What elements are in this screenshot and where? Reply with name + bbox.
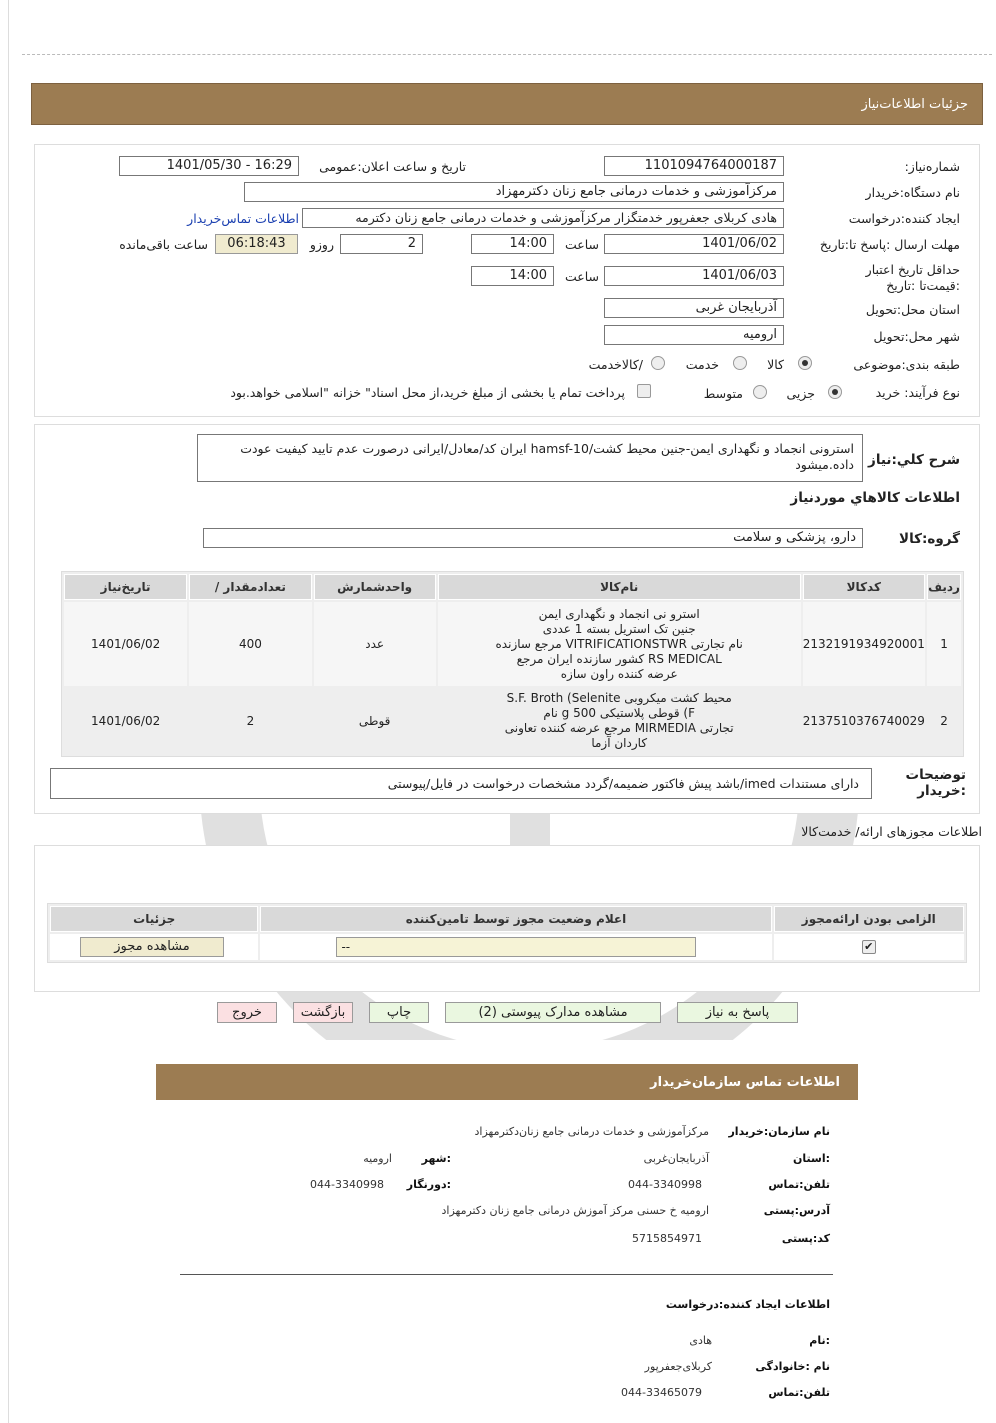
row-unit: عدد [314, 602, 436, 686]
table-row [64, 602, 961, 686]
validity-date-field: 1401/06/03 [604, 266, 784, 286]
page-left-border [8, 0, 9, 1423]
permit-status-field: -- [336, 937, 696, 957]
view-permit-button[interactable]: مشاهده مجوز [80, 937, 224, 957]
announce-label: تاریخ و ساعت اعلان:عمومی [319, 159, 466, 174]
table-row [50, 934, 964, 960]
goods-table [61, 571, 964, 757]
row-name-line: RS MEDICAL کشور سازنده ایران مرجع [516, 651, 722, 666]
details-header [31, 83, 983, 125]
contact-city-label: :شهر [421, 1152, 451, 1165]
contact-postal-value: 5715854971 [632, 1232, 702, 1245]
need-number-label: شماره‌نیاز: [904, 159, 960, 174]
row-name-line: عرضه کننده راون سازه [560, 666, 678, 681]
back-button[interactable]: بازگشت [293, 1002, 353, 1023]
header-title: جزئیات اطلاعات‌نیاز [861, 97, 968, 112]
goods-group-field: دارو، پزشکی و سلامت [203, 528, 863, 548]
permit-required-cell [774, 934, 964, 960]
contact-phone-value: 044-3340998 [628, 1178, 702, 1191]
city-label: شهر محل:تحویل [873, 329, 960, 344]
row-unit: قوطی [314, 688, 436, 754]
buyer-notes-label: توضیحات :خریدار [905, 767, 966, 799]
process-medium-label: متوسط [703, 386, 743, 401]
city-field: ارومیه [604, 325, 784, 345]
col-code: کدکالا [803, 574, 925, 600]
process-partial-radio[interactable] [828, 385, 842, 399]
reply-button[interactable]: پاسخ به نیاز [677, 1002, 798, 1023]
col-date: تاریخ‌نیاز [64, 574, 187, 600]
contact-header [156, 1064, 858, 1100]
col-qty: / تعدادمقدار [189, 574, 311, 600]
top-divider [22, 54, 992, 55]
col-unit: واحدشمارش [314, 574, 436, 600]
row-date: 1401/06/02 [64, 602, 187, 686]
row-date: 1401/06/02 [64, 688, 187, 754]
need-number-field: 1101094764000187 [604, 156, 784, 176]
validity-label: حداقل تاریخ اعتبار :قیمت‌تا :تاریخ [865, 262, 960, 293]
row-name-line: جنین تک استریل بسته 1 عددی [542, 621, 696, 636]
category-goods-radio[interactable] [798, 356, 812, 370]
row-name-line: استرو نی انجماد و نگهداری ایمن [538, 606, 700, 621]
contact-province-value: آذربایجان‌غربی [643, 1152, 709, 1165]
row-code: 2132191934920001 [803, 602, 925, 686]
validity-time-label: ساعت [564, 269, 599, 284]
row-name-line: محیط کشت میکروبی S.F. Broth (Selenite [506, 691, 732, 705]
days-label: روزو [309, 237, 334, 252]
permit-details-cell [50, 934, 258, 960]
creator-phone-value: 044-33465079 [621, 1386, 702, 1399]
province-label: استان محل:تحویل [865, 302, 960, 317]
deadline-time-label: ساعت [564, 237, 599, 252]
remaining-label: ساعت باقی‌مانده [119, 237, 208, 252]
treasury-payment-label: پرداخت تمام یا بخشی از مبلغ خرید،از محل اسناد" خزانه "اسلامی خواهد.بود [230, 385, 625, 400]
contact-city-value: ارومیه [363, 1152, 392, 1165]
goods-group-label: گروه:کالا [899, 531, 960, 547]
creator-label: ایجاد کننده:درخواست [848, 211, 960, 226]
deadline-label: مهلت ارسال :پاسخ تا:تاریخ [819, 237, 960, 252]
category-service-radio[interactable] [733, 356, 747, 370]
process-partial-label: جزیی [786, 386, 815, 401]
row-qty: 2 [189, 688, 311, 754]
permit-required-checkbox: ✔ [862, 940, 876, 954]
row-code: 2137510376740029 [803, 688, 925, 754]
contact-fax-value: 044-3340998 [310, 1178, 384, 1191]
buyer-contact-link[interactable]: اطلاعات تماس‌خریدار [187, 211, 299, 226]
category-label: طبقه بندی:موضوعی [853, 357, 960, 372]
col-name: نام‌کالا [438, 574, 801, 600]
treasury-payment-checkbox[interactable] [637, 384, 651, 398]
contact-postal-label: کد:پستی [781, 1232, 830, 1245]
permits-table [47, 903, 967, 963]
org-value: مرکزآموزشی و خدمات درمانی جامع زنان‌دکترمهزاد [474, 1125, 709, 1138]
row-index: 2 [927, 688, 961, 754]
attachments-button[interactable]: مشاهده مدارک پیوستی (2) [445, 1002, 661, 1023]
org-label: نام سازمان:خریدار [728, 1125, 830, 1138]
days-field: 2 [340, 234, 423, 254]
category-both-radio[interactable] [651, 356, 665, 370]
remaining-timer: 06:18:43 [215, 234, 298, 254]
permit-col-required: الزامی بودن ارائه‌مجوز [774, 906, 964, 932]
permit-col-status: اعلام وضعیت مجوز توسط تامین‌کننده [260, 906, 771, 932]
contact-fax-label: :دورنگار [406, 1178, 451, 1191]
permit-col-details: جزئیات [50, 906, 258, 932]
contact-phone-label: تلفن:تماس [768, 1178, 830, 1191]
row-name [438, 602, 801, 686]
deadline-date-field: 1401/06/02 [604, 234, 784, 254]
creator-name-value: هادی [689, 1334, 712, 1347]
creator-family-label: نام :خانوادگی [755, 1360, 830, 1373]
row-index: 1 [927, 602, 961, 686]
exit-button[interactable]: خروج [217, 1002, 277, 1023]
goods-info-label: اطلاعات کالاهاي موردنياز [790, 490, 960, 506]
contact-address-value: ارومیه خ حسنی مرکز آموزش درمانی جامع زنان دکترمهزاد [441, 1204, 709, 1217]
row-name-line: کاردان آزما [591, 736, 648, 750]
table-row [64, 688, 961, 754]
creator-family-value: کربلای‌جعفرپور [644, 1360, 712, 1373]
creator-name-label: :نام [809, 1334, 830, 1347]
buyer-notes-field: دارای مستندات imed/باشد پیش فاکتور ضمیمه/گردد مشخصات درخواست در فایل/پیوستی [50, 768, 872, 799]
row-name-line: نام تجارتی VITRIFICATIONSTWR مرجع سازنده [495, 636, 743, 651]
description-field: استرونی انجماد و نگهداری ایمن-جنین محیط کشت/hamsf-10 ایران کد/معادل/ایرانی درصورت عدم تایید کیفیت عودت داده.میشود [197, 434, 863, 482]
col-index: رديف [927, 574, 961, 600]
print-button[interactable]: چاپ [369, 1002, 429, 1023]
description-label: شرح کلي:نیاز [868, 452, 960, 468]
permits-title: اطلاعات مجوزهای ارائه/ خدمت‌کالا [801, 824, 982, 839]
creator-info-title: اطلاعات ایجاد کننده:درخواست [665, 1298, 830, 1311]
creator-phone-label: تلفن:تماس [768, 1386, 830, 1399]
row-qty: 400 [189, 602, 311, 686]
row-name [438, 688, 801, 754]
process-label: نوع فرآیند: خرید [875, 385, 960, 400]
deadline-time-field: 14:00 [471, 234, 554, 254]
buyer-org-field: مرکزآموزشی و خدمات درمانی جامع زنان دکترمهزاد [244, 182, 784, 202]
process-medium-radio[interactable] [753, 385, 767, 399]
contact-address-label: آدرس:پستی [763, 1204, 830, 1217]
contact-divider [180, 1274, 833, 1275]
contact-province-label: :استان [793, 1152, 830, 1165]
contact-header-title: اطلاعات تماس سازمان‌خریدار [650, 1075, 840, 1090]
validity-time-field: 14:00 [471, 266, 554, 286]
category-both-label: /کالاخدمت [588, 357, 643, 372]
creator-field: هادی کربلای جعفرپور خدمتگزار مرکزآموزشی و خدمات درمانی جامع زنان دکترمه [302, 208, 784, 228]
permit-status-cell [260, 934, 771, 960]
row-name-line: F) قوطی پلاستیکی 500 g نام [543, 706, 695, 720]
buyer-org-label: نام دستگاه:خریدار [865, 185, 960, 200]
category-service-label: خدمت [685, 357, 719, 372]
province-field: آذربایجان غربی [604, 298, 784, 318]
announce-field: 1401/05/30 - 16:29 [119, 156, 299, 176]
category-goods-label: کالا [767, 357, 784, 372]
row-name-line: تجارتی MIRMEDIA مرجع عرضه کننده تعاونی [504, 721, 734, 735]
